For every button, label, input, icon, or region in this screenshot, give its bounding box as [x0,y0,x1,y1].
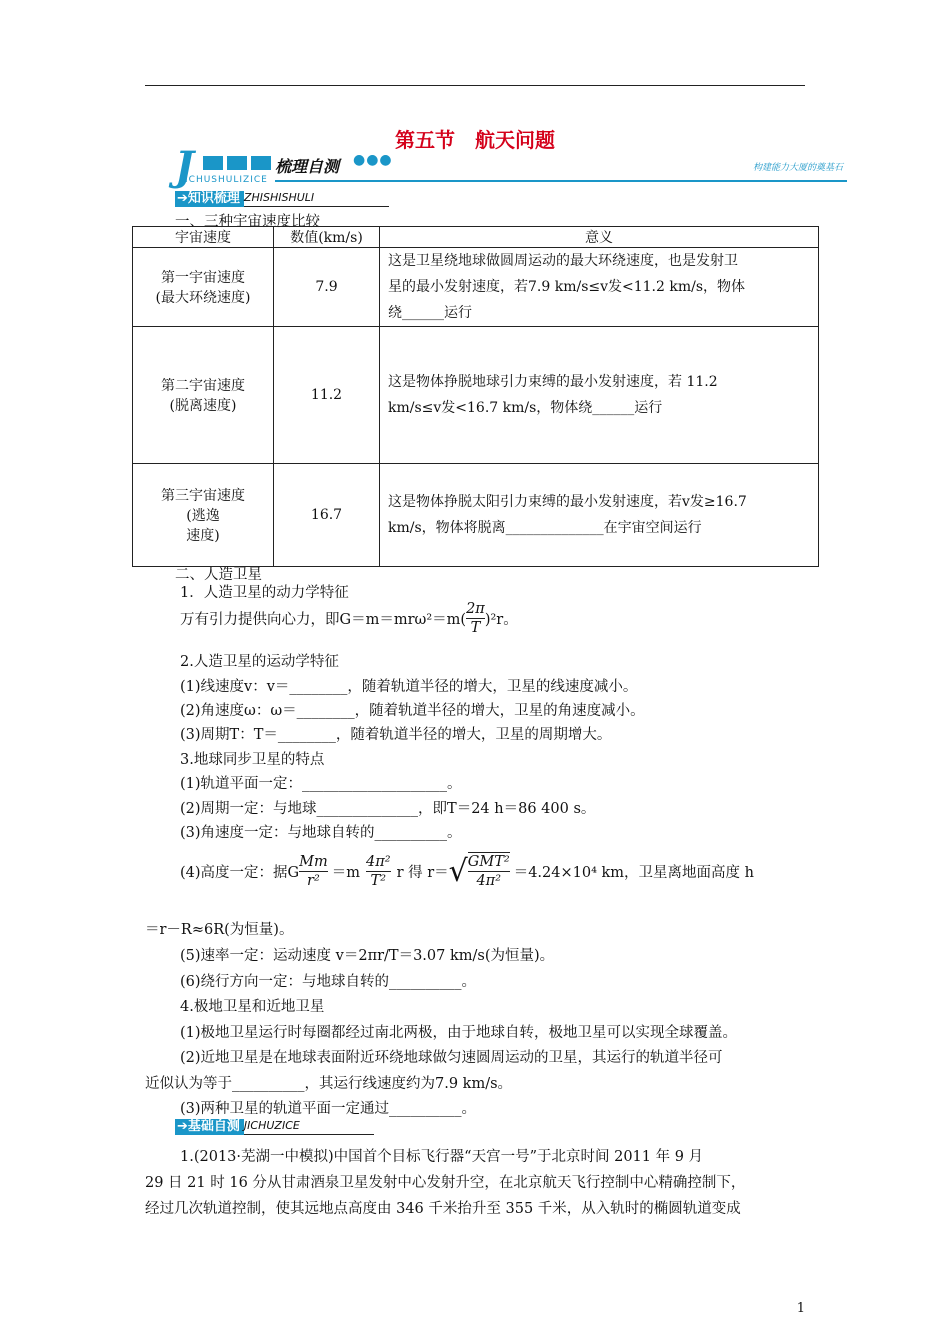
table-row [133,464,819,567]
fraction: GMT² 4π² [467,854,510,889]
geo-item: (3)角速度一定：与地球自转的__________。 [180,825,462,841]
kinematics-item: (1)线速度v：v＝________，随着轨道半径的增大，卫星的线速度减小。 [180,679,638,695]
subheading-kinematics: 2.人造卫星的运动学特征 [180,654,339,670]
fraction: Mm r² [299,853,328,889]
geo-item: (2)周期一定：与地球______________，即T＝24 h＝86 400 s。 [180,801,596,817]
heading-satellites: 二、人造卫星 [175,567,262,583]
speed-value-cell: 16.7 [274,464,380,567]
speed-name-cell: 第一宇宙速度 (最大环绕速度) [133,248,274,327]
geo-item: (1)轨道平面一定：____________________。 [180,776,462,792]
question-line: 1.(2013·芜湖一中模拟)中国首个目标飞行器“天宫一号”于北京时间 2011 年 9 月 [180,1149,704,1165]
geo-item: (6)绕行方向一定：与地球自转的__________。 [180,974,477,990]
heading-speeds: 一、三种宇宙速度比较 [175,214,320,230]
banner-logo-bars [203,156,273,170]
table-row [133,327,819,464]
top-rule [145,85,805,86]
banner-motto: 构建能力大厦的奠基石 [752,163,843,173]
polar-item: (1)极地卫星运行时每圈都经过南北两极，由于地球自转，极地卫星可以实现全球覆盖。 [180,1025,738,1041]
speed-desc-cell: 这是物体挣脱地球引力束缚的最小发射速度，若 11.2 km/s≤v发<16.7 km/s，物体绕______运行 [380,327,819,464]
header-cell: 意义 [380,227,819,248]
polar-item: (3)两种卫星的轨道平面一定通过__________。 [180,1101,477,1117]
table-header-row [133,227,819,248]
fraction: 2π T [466,601,485,636]
header-cell: 宇宙速度 [133,227,274,248]
tag-label: ➔知识梳理 [175,191,244,207]
tag-label: ➔基础自测 [175,1119,244,1135]
speed-name-cell: 第三宇宙速度 (逃逸 速度) [133,464,274,567]
subheading-geo: 3.地球同步卫星的特点 [180,752,325,768]
subheading-dynamics: 1．人造卫星的动力学特征 [180,585,349,601]
section-banner [175,143,847,190]
page-number: 1 [796,1301,805,1316]
header-cell: 数值(km/s) [274,227,380,248]
tag-sub: JICHUZICE [244,1118,374,1135]
speed-desc-cell: 这是物体挣脱太阳引力束缚的最小发射速度，若v发≥16.7 km/s，物体将脱离______________在宇宙空间运行 [380,464,819,567]
banner-rule [275,180,847,182]
question-line: 29 日 21 时 16 分从甘肃酒泉卫星发射中心发射升空，在北京航天飞行控制中心精确控制下， [145,1175,746,1191]
speed-name-cell: 第二宇宙速度 (脱离速度) [133,327,274,464]
section-tag-basic [175,1118,374,1135]
kinematics-item: (3)周期T：T＝________，随着轨道半径的增大，卫星的周期增大。 [180,727,612,743]
subheading-polar: 4.极地卫星和近地卫星 [180,999,325,1015]
page-title: 第五节 航天问题 [395,128,555,152]
banner-logo-sub: ICHUSHULIZICE [185,175,268,185]
banner-heading: 梳理自测 [275,157,340,176]
geo-item: (5)速率一定：运动速度 v＝2πr/T＝3.07 km/s(为恒量)。 [180,948,555,964]
speeds-table [132,226,819,567]
section-tag-knowledge [175,190,389,207]
tag-sub: ZHISHISHULI [244,190,389,207]
banner-logo-letter: J [175,143,194,190]
banner-dots-icon: ●●● [353,152,393,168]
table-row [133,248,819,327]
polar-item: 近似认为等于__________，其运行线速度约为7.9 km/s。 [145,1076,513,1092]
speed-value-cell: 7.9 [274,248,380,327]
sqrt-icon: √ [448,853,468,889]
dynamics-formula: 万有引力提供向心力，即G＝m＝mrω²＝m( 2π T )²r。 [180,601,518,636]
geo-item: ＝r－R≈6R(为恒量)。 [145,922,294,938]
kinematics-item: (2)角速度ω：ω＝________，随着轨道半径的增大，卫星的角速度减小。 [180,703,645,719]
speed-value-cell: 11.2 [274,327,380,464]
geo-height-formula: (4)高度一定：据G Mm r² ＝m 4π² T² r 得 r＝ √ GMT² 4π² ＝4.24×10⁴ km，卫星离地面高度 h [180,853,754,889]
fraction: 4π² T² [365,853,391,889]
speed-desc-cell: 这是卫星绕地球做圆周运动的最大环绕速度，也是发射卫 星的最小发射速度，若7.9 km/s≤v发<11.2 km/s，物体 绕______运行 [380,248,819,327]
polar-item: (2)近地卫星是在地球表面附近环绕地球做匀速圆周运动的卫星，其运行的轨道半径可 [180,1050,723,1066]
question-line: 经过几次轨道控制，使其远地点高度由 346 千米抬升至 355 千米，从入轨时的椭圆轨道变成 [145,1201,741,1217]
